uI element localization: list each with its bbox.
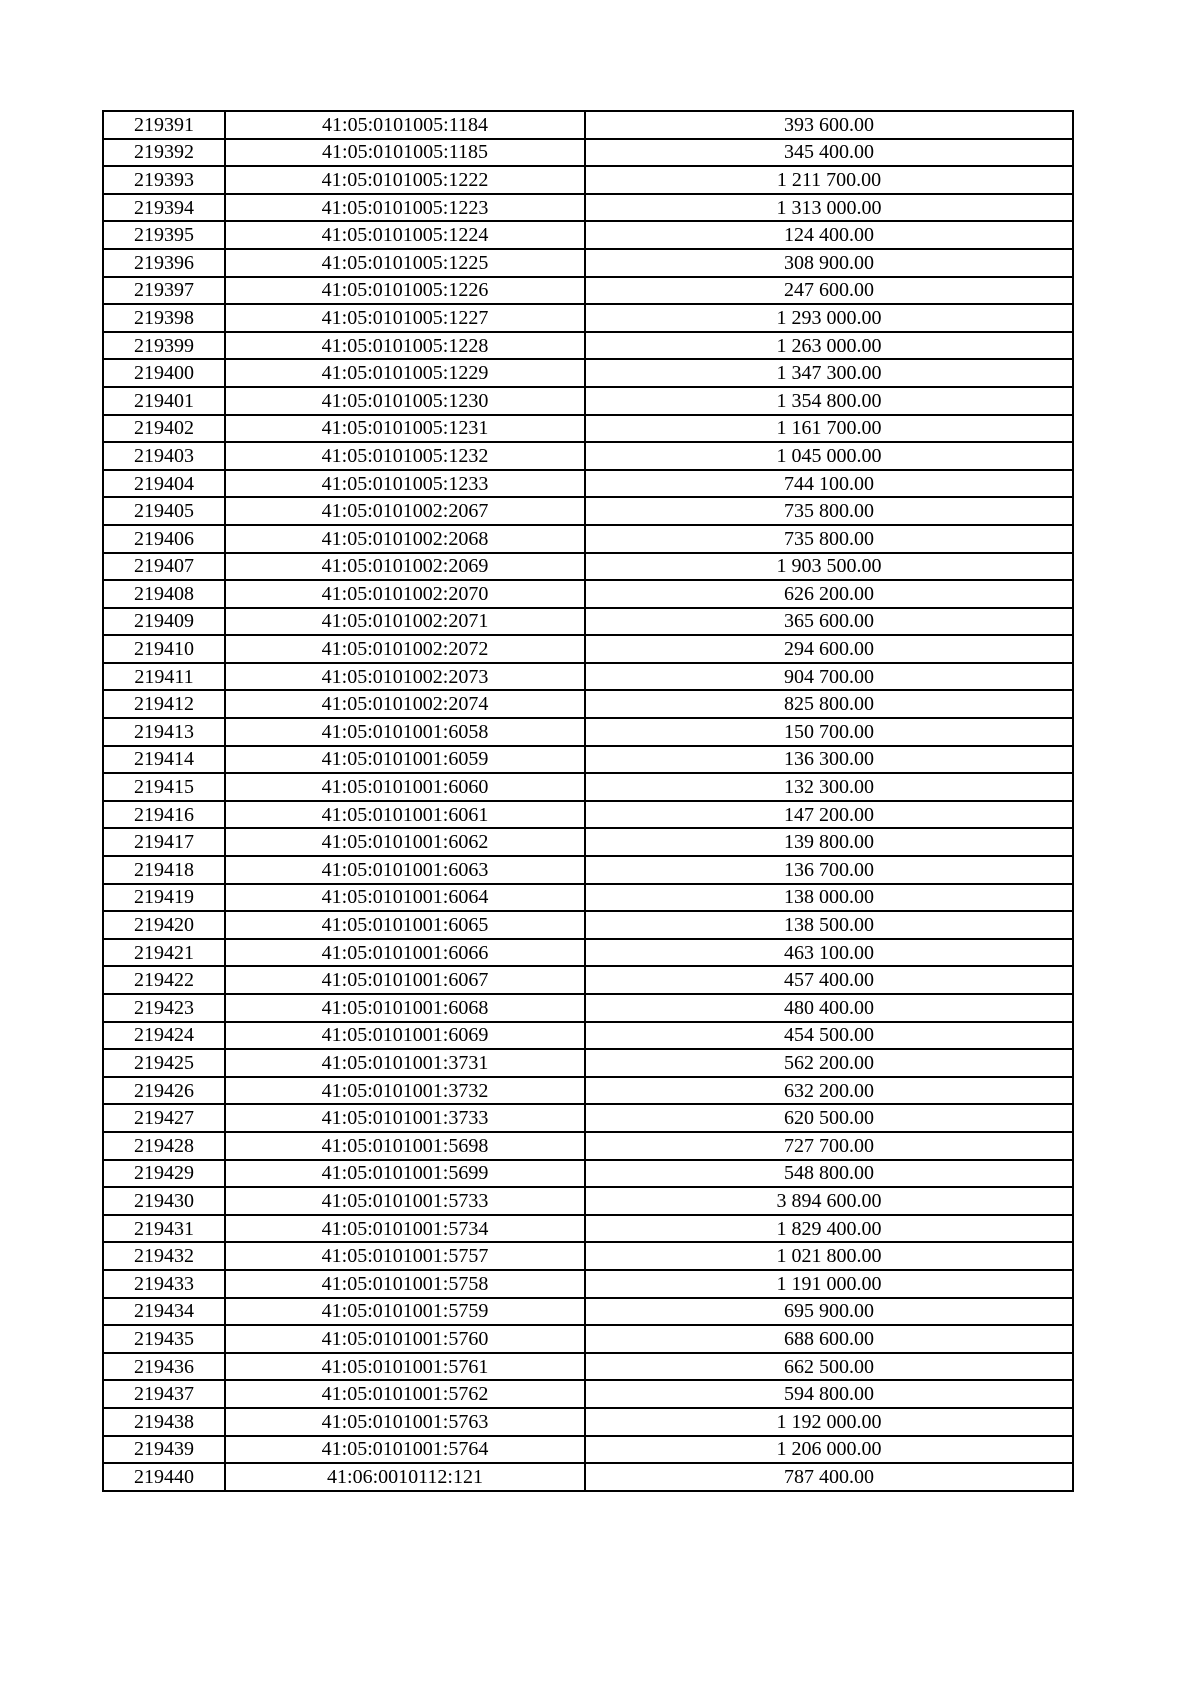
cadastral-number-cell: 41:05:0101002:2073 [225,663,585,691]
cadastral-number-cell: 41:05:0101002:2072 [225,635,585,663]
cadastral-value-cell: 594 800.00 [585,1380,1073,1408]
row-number-cell: 219406 [103,525,225,553]
row-number-cell: 219440 [103,1463,225,1491]
table-row [103,939,1073,967]
row-number-cell: 219391 [103,111,225,139]
table-row [103,1436,1073,1464]
row-number-cell: 219426 [103,1077,225,1105]
cadastral-value-cell: 150 700.00 [585,718,1073,746]
cadastral-value-cell: 904 700.00 [585,663,1073,691]
cadastral-number-cell: 41:05:0101001:5758 [225,1270,585,1298]
cadastral-value-cell: 1 903 500.00 [585,553,1073,581]
cadastral-value-cell: 480 400.00 [585,994,1073,1022]
table-row [103,801,1073,829]
row-number-cell: 219415 [103,773,225,801]
cadastral-value-cell: 688 600.00 [585,1325,1073,1353]
row-number-cell: 219404 [103,470,225,498]
table-row [103,966,1073,994]
cadastral-value-cell: 735 800.00 [585,497,1073,525]
cadastral-value-cell: 1 293 000.00 [585,304,1073,332]
cadastral-number-cell: 41:05:0101005:1231 [225,415,585,443]
table-row [103,1463,1073,1491]
table-row [103,277,1073,305]
row-number-cell: 219439 [103,1436,225,1464]
row-number-cell: 219436 [103,1353,225,1381]
cadastral-number-cell: 41:05:0101001:6068 [225,994,585,1022]
cadastral-value-cell: 138 000.00 [585,884,1073,912]
row-number-cell: 219398 [103,304,225,332]
cadastral-number-cell: 41:05:0101001:5762 [225,1380,585,1408]
row-number-cell: 219408 [103,580,225,608]
table-row [103,1022,1073,1050]
row-number-cell: 219429 [103,1160,225,1188]
cadastral-number-cell: 41:05:0101005:1233 [225,470,585,498]
row-number-cell: 219427 [103,1104,225,1132]
table-row [103,525,1073,553]
cadastral-number-cell: 41:05:0101001:5760 [225,1325,585,1353]
cadastral-number-cell: 41:05:0101005:1185 [225,139,585,167]
cadastral-value-cell: 138 500.00 [585,911,1073,939]
table-row [103,718,1073,746]
row-number-cell: 219401 [103,387,225,415]
table-row [103,1104,1073,1132]
row-number-cell: 219423 [103,994,225,1022]
cadastral-number-cell: 41:05:0101005:1232 [225,442,585,470]
cadastral-number-cell: 41:05:0101001:6065 [225,911,585,939]
cadastral-value-cell: 454 500.00 [585,1022,1073,1050]
cadastral-value-cell: 1 829 400.00 [585,1215,1073,1243]
cadastral-value-cell: 825 800.00 [585,690,1073,718]
row-number-cell: 219413 [103,718,225,746]
row-number-cell: 219428 [103,1132,225,1160]
row-number-cell: 219432 [103,1242,225,1270]
cadastral-number-cell: 41:05:0101005:1224 [225,221,585,249]
cadastral-number-cell: 41:05:0101002:2070 [225,580,585,608]
cadastral-number-cell: 41:05:0101005:1184 [225,111,585,139]
table-row [103,608,1073,636]
cadastral-value-cell: 632 200.00 [585,1077,1073,1105]
table-row [103,194,1073,222]
row-number-cell: 219396 [103,249,225,277]
cadastral-number-cell: 41:05:0101001:5763 [225,1408,585,1436]
row-number-cell: 219434 [103,1298,225,1326]
row-number-cell: 219414 [103,746,225,774]
cadastral-number-cell: 41:05:0101001:6063 [225,856,585,884]
cadastral-value-cell: 3 894 600.00 [585,1187,1073,1215]
row-number-cell: 219416 [103,801,225,829]
cadastral-value-cell: 1 191 000.00 [585,1270,1073,1298]
table-row [103,1270,1073,1298]
table-row [103,442,1073,470]
cadastral-number-cell: 41:05:0101002:2067 [225,497,585,525]
row-number-cell: 219435 [103,1325,225,1353]
cadastral-number-cell: 41:05:0101001:6066 [225,939,585,967]
table-row [103,828,1073,856]
table-row [103,1215,1073,1243]
table-body [103,111,1073,1491]
cadastral-number-cell: 41:05:0101005:1227 [225,304,585,332]
table-row [103,553,1073,581]
cadastral-value-cell: 1 347 300.00 [585,359,1073,387]
cadastral-value-cell: 1 192 000.00 [585,1408,1073,1436]
cadastral-value-cell: 124 400.00 [585,221,1073,249]
row-number-cell: 219420 [103,911,225,939]
table-row [103,911,1073,939]
cadastral-value-cell: 744 100.00 [585,470,1073,498]
cadastral-value-cell: 136 700.00 [585,856,1073,884]
cadastral-number-cell: 41:05:0101001:6061 [225,801,585,829]
cadastral-number-cell: 41:05:0101001:5733 [225,1187,585,1215]
table-row [103,470,1073,498]
cadastral-value-cell: 1 206 000.00 [585,1436,1073,1464]
cadastral-number-cell: 41:05:0101002:2074 [225,690,585,718]
cadastral-number-cell: 41:05:0101001:6060 [225,773,585,801]
cadastral-value-cell: 1 021 800.00 [585,1242,1073,1270]
row-number-cell: 219410 [103,635,225,663]
row-number-cell: 219419 [103,884,225,912]
cadastral-number-cell: 41:05:0101005:1229 [225,359,585,387]
row-number-cell: 219431 [103,1215,225,1243]
cadastral-value-cell: 294 600.00 [585,635,1073,663]
row-number-cell: 219418 [103,856,225,884]
cadastral-value-cell: 247 600.00 [585,277,1073,305]
table-row [103,1242,1073,1270]
row-number-cell: 219425 [103,1049,225,1077]
table-row [103,1325,1073,1353]
cadastral-number-cell: 41:05:0101005:1230 [225,387,585,415]
cadastral-value-cell: 136 300.00 [585,746,1073,774]
cadastral-number-cell: 41:05:0101001:5699 [225,1160,585,1188]
table-row [103,746,1073,774]
row-number-cell: 219393 [103,166,225,194]
cadastral-value-cell: 1 161 700.00 [585,415,1073,443]
table-row [103,166,1073,194]
cadastral-value-cell: 393 600.00 [585,111,1073,139]
cadastral-number-cell: 41:05:0101002:2069 [225,553,585,581]
row-number-cell: 219400 [103,359,225,387]
row-number-cell: 219412 [103,690,225,718]
cadastral-value-cell: 1 313 000.00 [585,194,1073,222]
table-row [103,1380,1073,1408]
cadastral-number-cell: 41:05:0101001:5764 [225,1436,585,1464]
table-row [103,1298,1073,1326]
row-number-cell: 219433 [103,1270,225,1298]
table-row [103,856,1073,884]
table-row [103,1132,1073,1160]
row-number-cell: 219403 [103,442,225,470]
cadastral-value-cell: 626 200.00 [585,580,1073,608]
cadastral-number-cell: 41:05:0101001:5698 [225,1132,585,1160]
table-row [103,359,1073,387]
cadastral-value-cell: 1 354 800.00 [585,387,1073,415]
row-number-cell: 219399 [103,332,225,360]
cadastral-number-cell: 41:05:0101001:6062 [225,828,585,856]
cadastral-number-cell: 41:05:0101001:6059 [225,746,585,774]
table-row [103,387,1073,415]
cadastral-number-cell: 41:05:0101005:1222 [225,166,585,194]
cadastral-value-cell: 1 045 000.00 [585,442,1073,470]
table-row [103,1408,1073,1436]
cadastral-value-cell: 1 211 700.00 [585,166,1073,194]
cadastral-value-cell: 365 600.00 [585,608,1073,636]
cadastral-value-cell: 727 700.00 [585,1132,1073,1160]
cadastral-number-cell: 41:05:0101001:5761 [225,1353,585,1381]
table-row [103,1077,1073,1105]
row-number-cell: 219409 [103,608,225,636]
table-row [103,580,1073,608]
table-row [103,332,1073,360]
cadastral-number-cell: 41:05:0101005:1226 [225,277,585,305]
cadastral-number-cell: 41:05:0101005:1228 [225,332,585,360]
cadastral-value-cell: 132 300.00 [585,773,1073,801]
cadastral-value-cell: 457 400.00 [585,966,1073,994]
cadastral-number-cell: 41:05:0101001:5759 [225,1298,585,1326]
table-row [103,249,1073,277]
row-number-cell: 219430 [103,1187,225,1215]
cadastral-value-cell: 139 800.00 [585,828,1073,856]
row-number-cell: 219411 [103,663,225,691]
cadastral-value-table [102,110,1074,1492]
cadastral-value-cell: 562 200.00 [585,1049,1073,1077]
cadastral-value-cell: 147 200.00 [585,801,1073,829]
table-row [103,304,1073,332]
cadastral-value-cell: 463 100.00 [585,939,1073,967]
row-number-cell: 219402 [103,415,225,443]
row-number-cell: 219405 [103,497,225,525]
row-number-cell: 219438 [103,1408,225,1436]
table-row [103,773,1073,801]
cadastral-number-cell: 41:05:0101001:6067 [225,966,585,994]
cadastral-number-cell: 41:05:0101001:3733 [225,1104,585,1132]
cadastral-number-cell: 41:05:0101001:5734 [225,1215,585,1243]
cadastral-number-cell: 41:05:0101002:2068 [225,525,585,553]
cadastral-number-cell: 41:05:0101001:6069 [225,1022,585,1050]
table-row [103,1049,1073,1077]
cadastral-value-cell: 695 900.00 [585,1298,1073,1326]
cadastral-value-cell: 620 500.00 [585,1104,1073,1132]
cadastral-value-cell: 735 800.00 [585,525,1073,553]
table-row [103,221,1073,249]
cadastral-number-cell: 41:06:0010112:121 [225,1463,585,1491]
cadastral-number-cell: 41:05:0101001:3732 [225,1077,585,1105]
table-row [103,1187,1073,1215]
cadastral-number-cell: 41:05:0101001:6064 [225,884,585,912]
cadastral-value-cell: 308 900.00 [585,249,1073,277]
table-row [103,994,1073,1022]
table-row [103,1353,1073,1381]
cadastral-number-cell: 41:05:0101001:6058 [225,718,585,746]
table-row [103,1160,1073,1188]
cadastral-number-cell: 41:05:0101005:1223 [225,194,585,222]
table-row [103,111,1073,139]
cadastral-value-cell: 1 263 000.00 [585,332,1073,360]
table-row [103,690,1073,718]
table-row [103,415,1073,443]
cadastral-number-cell: 41:05:0101002:2071 [225,608,585,636]
row-number-cell: 219395 [103,221,225,249]
row-number-cell: 219421 [103,939,225,967]
row-number-cell: 219394 [103,194,225,222]
cadastral-number-cell: 41:05:0101005:1225 [225,249,585,277]
row-number-cell: 219424 [103,1022,225,1050]
row-number-cell: 219422 [103,966,225,994]
table-row [103,497,1073,525]
row-number-cell: 219417 [103,828,225,856]
cadastral-value-cell: 787 400.00 [585,1463,1073,1491]
cadastral-number-cell: 41:05:0101001:5757 [225,1242,585,1270]
cadastral-value-cell: 662 500.00 [585,1353,1073,1381]
table-row [103,139,1073,167]
row-number-cell: 219397 [103,277,225,305]
table-row [103,884,1073,912]
row-number-cell: 219392 [103,139,225,167]
row-number-cell: 219437 [103,1380,225,1408]
cadastral-value-cell: 345 400.00 [585,139,1073,167]
table-row [103,663,1073,691]
row-number-cell: 219407 [103,553,225,581]
cadastral-value-cell: 548 800.00 [585,1160,1073,1188]
cadastral-number-cell: 41:05:0101001:3731 [225,1049,585,1077]
table-row [103,635,1073,663]
